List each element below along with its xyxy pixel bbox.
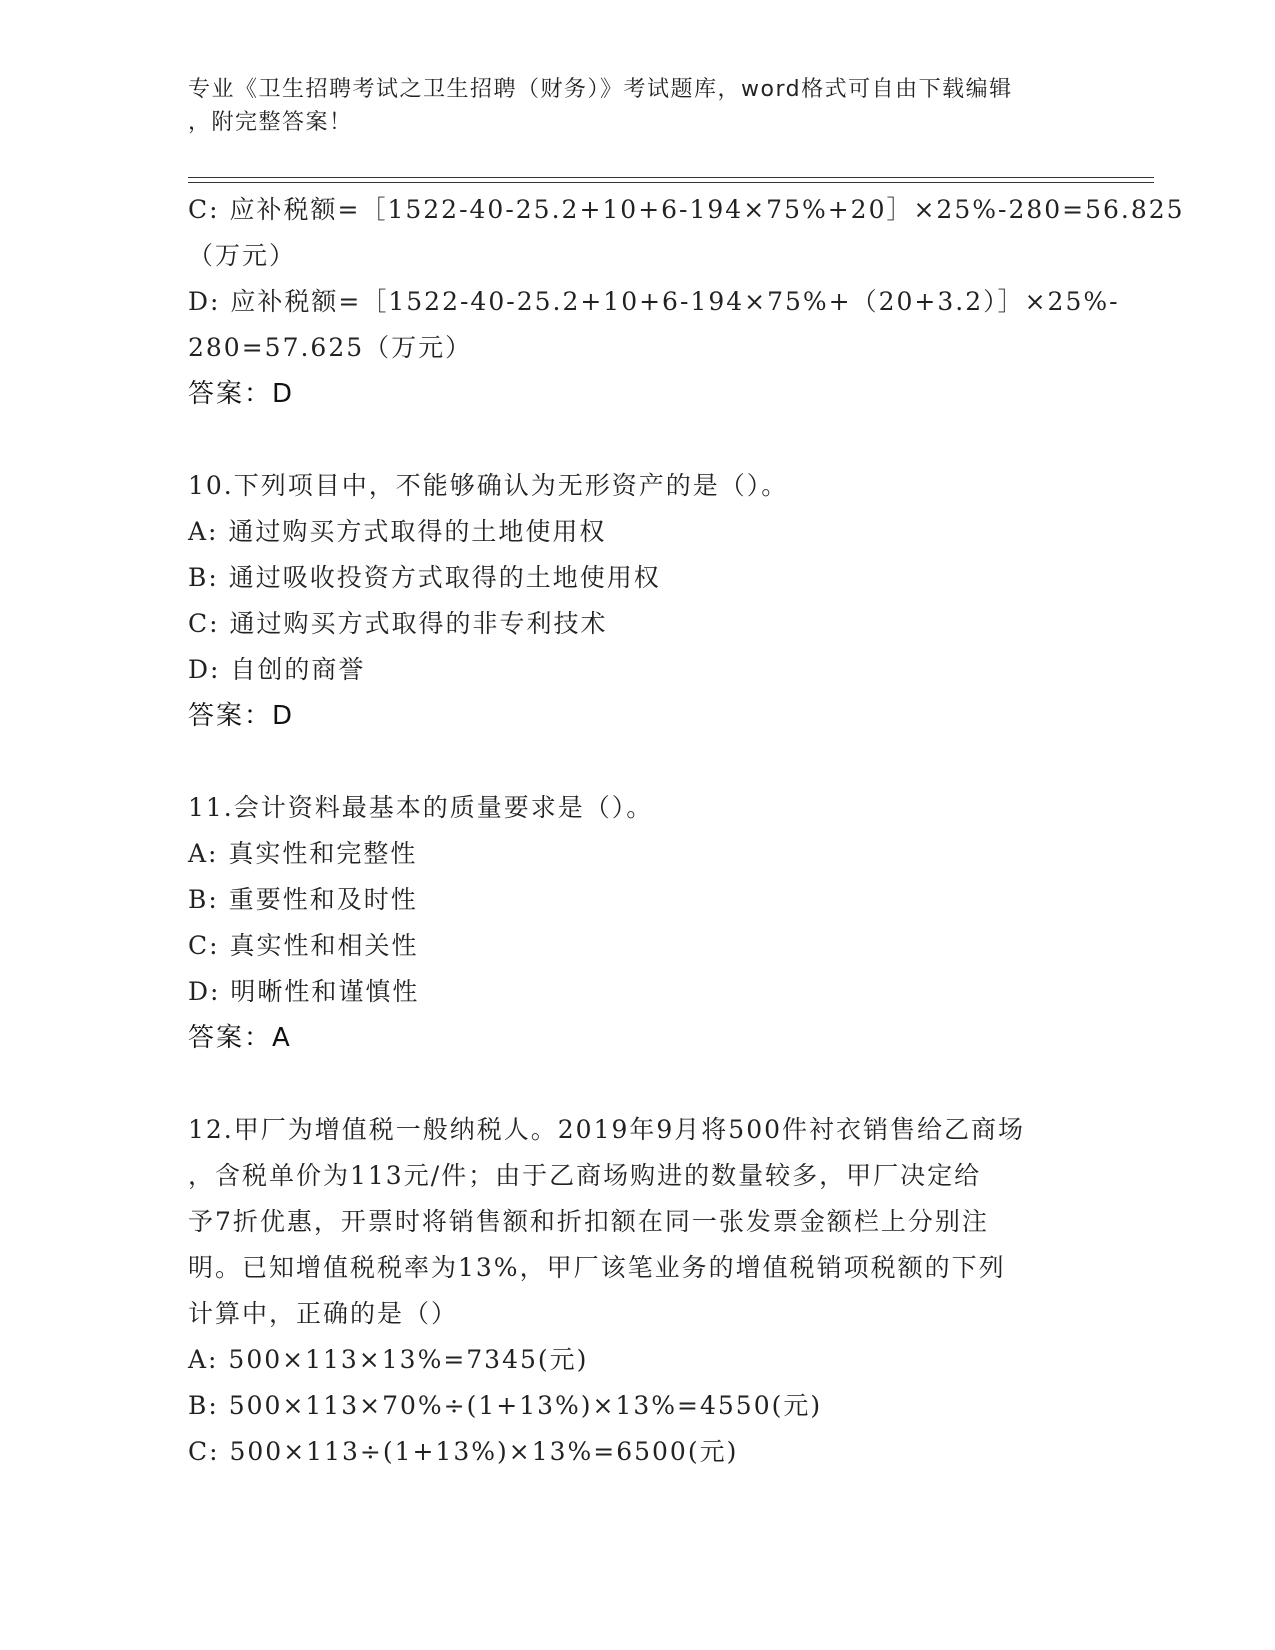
question-12 — [188, 1107, 1088, 1475]
q11-option-a: A: 真实性和完整性 — [188, 839, 418, 868]
q10-option-a: A: 通过购买方式取得的土地使用权 — [188, 517, 607, 546]
spacer — [188, 739, 1088, 785]
q9-option-d-line-2: 280=57.625（万元） — [188, 333, 473, 362]
q12-option-c: C: 500×113÷(1+13%)×13%=6500(元) — [188, 1437, 739, 1466]
q12-option-a: A: 500×113×13%=7345(元) — [188, 1345, 589, 1374]
q10-option-d: D: 自创的商誉 — [188, 655, 366, 684]
q11-option-b: B: 重要性和及时性 — [188, 885, 418, 914]
q12-stem-line-1: 12.甲厂为增值税一般纳税人。2019年9月将500件衬衣销售给乙商场 — [188, 1115, 1026, 1144]
q11-option-c: C: 真实性和相关性 — [188, 931, 419, 960]
question-11 — [188, 785, 1088, 1061]
q10-stem: 10.下列项目中，不能够确认为无形资产的是（）。 — [188, 471, 789, 500]
document-header — [188, 73, 1088, 139]
spacer — [188, 1061, 1088, 1107]
header-line-1: 专业《卫生招聘考试之卫生招聘（财务）》考试题库，word格式可自由下载编辑 — [188, 77, 1013, 102]
header-rule-bottom — [188, 182, 1154, 183]
q9-answer: 答案：D — [188, 379, 295, 409]
q9-option-c-line-2: （万元） — [188, 241, 297, 270]
q12-stem-line-3: 予7折优惠，开票时将销售额和折扣额在同一张发票金额栏上分别注 — [188, 1207, 989, 1236]
question-10 — [188, 463, 1088, 739]
header-line-2: ，附完整答案！ — [188, 110, 353, 135]
q12-stem-line-4: 明。已知增值税税率为13%，甲厂该笔业务的增值税销项税额的下列 — [188, 1253, 1006, 1282]
q10-answer: 答案：D — [188, 701, 295, 731]
q10-option-b: B: 通过吸收投资方式取得的土地使用权 — [188, 563, 661, 592]
q12-option-b: B: 500×113×70%÷(1+13%)×13%=4550(元) — [188, 1391, 823, 1420]
q9-option-d-line-1: D: 应补税额=［1522-40-25.2+10+6-194×75%+（20+3.2）］×25%- — [188, 287, 1120, 316]
q12-stem-line-5: 计算中，正确的是（） — [188, 1299, 459, 1328]
q11-stem: 11.会计资料最基本的质量要求是（）。 — [188, 793, 654, 822]
q11-option-d: D: 明晰性和谨慎性 — [188, 977, 420, 1006]
q12-stem-line-2: ，含税单价为113元/件；由于乙商场购进的数量较多，甲厂决定给 — [188, 1161, 982, 1190]
q11-answer: 答案：A — [188, 1023, 292, 1053]
q9-option-c-line-1: C: 应补税额=［1522-40-25.2+10+6-194×75%+20］×25%-280=56.825 — [188, 195, 1185, 224]
question-9 — [188, 187, 1185, 417]
spacer — [188, 417, 1088, 463]
q10-option-c: C: 通过购买方式取得的非专利技术 — [188, 609, 608, 638]
header-rule-top — [188, 177, 1154, 178]
question-list — [188, 187, 1185, 1475]
